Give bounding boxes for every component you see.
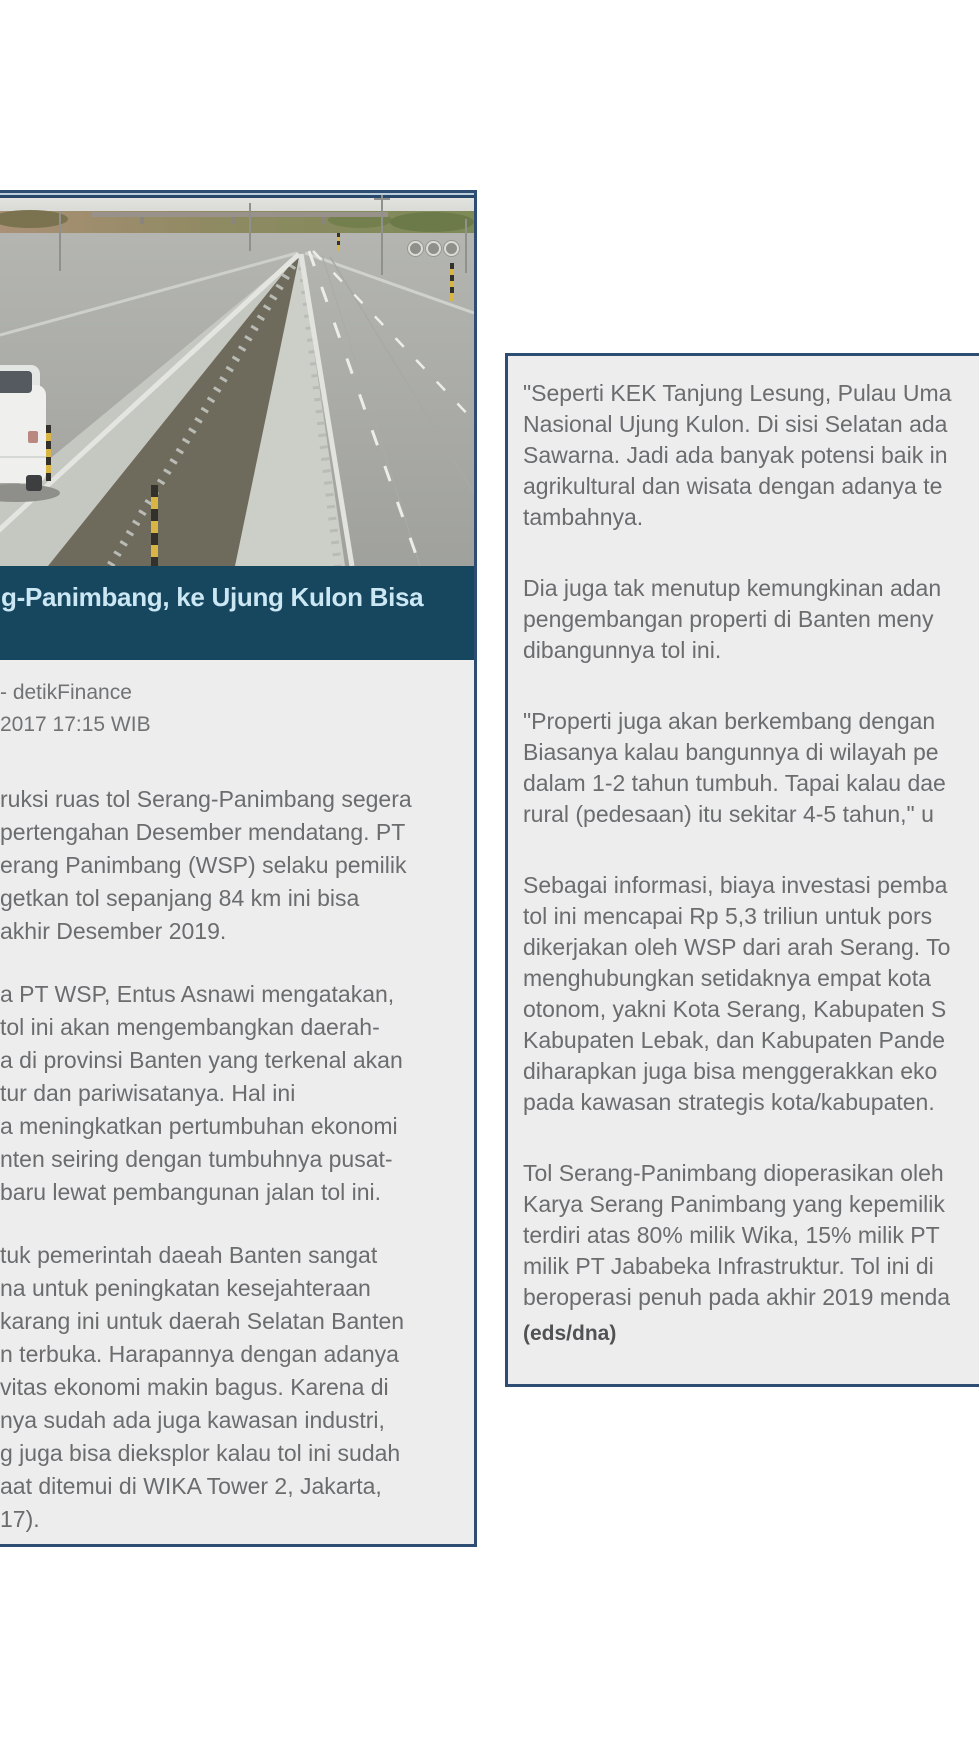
text-line: dibangunnya tol ini. — [523, 637, 722, 663]
article-source: - detikFinance — [0, 681, 132, 704]
text-line: baru lewat pembangunan jalan tol ini. — [0, 1179, 382, 1205]
article-meta — [0, 677, 474, 741]
carousel-dots — [408, 241, 459, 256]
text-line: Nasional Ujung Kulon. Di sisi Selatan ada — [523, 411, 948, 437]
text-line: tuk pemerintah daeah Banten sangat — [0, 1242, 378, 1268]
delineator-post — [450, 263, 454, 301]
text-line: na untuk peningkatan kesejahteraan — [0, 1275, 371, 1301]
article-body-left — [0, 660, 474, 1536]
text-line: aat ditemui di WIKA Tower 2, Jakarta, — [0, 1473, 382, 1499]
paragraph — [523, 870, 979, 1118]
text-line: Kabupaten Lebak, dan Kabupaten Pande — [523, 1027, 946, 1053]
text-line: tol ini mencapai Rp 5,3 triliun untuk pors — [523, 903, 933, 929]
text-line: akhir Desember 2019. — [0, 918, 227, 944]
text-line: menghubungkan setidaknya empat kota — [523, 965, 931, 991]
text-line: Sebagai informasi, biaya investasi pemba — [523, 872, 948, 898]
delineator-post — [337, 233, 340, 251]
text-line: Sawarna. Jadi ada banyak potensi baik in — [523, 442, 948, 468]
paragraph — [0, 1239, 474, 1536]
text-line: Tol Serang-Panimbang dioperasikan oleh — [523, 1160, 944, 1186]
text-line: nten seiring dengan tumbuhnya pusat- — [0, 1146, 393, 1172]
text-line: n terbuka. Harapannya dengan adanya — [0, 1341, 399, 1367]
text-line: a PT WSP, Entus Asnawi mengatakan, — [0, 981, 395, 1007]
text-line: "Seperti KEK Tanjung Lesung, Pulau Uma — [523, 380, 952, 406]
text-line: pertengahan Desember mendatang. PT — [0, 819, 406, 845]
delineator-post — [46, 425, 51, 481]
text-line: a meningkatkan pertumbuhan ekonomi — [0, 1113, 398, 1139]
editor-signature: (eds/dna) — [523, 1322, 617, 1345]
text-line: dalam 1-2 tahun tumbuh. Tapai kalau dae — [523, 770, 946, 796]
text-line: pengembangan properti di Banten meny — [523, 606, 934, 632]
article-headline: g-Panimbang, ke Ujung Kulon Bisa — [1, 582, 424, 612]
text-line: tur dan pariwisatanya. Hal ini — [0, 1080, 296, 1106]
text-line: g juga bisa dieksplor kalau tol ini sudah — [0, 1440, 401, 1466]
paragraph — [0, 783, 474, 948]
text-line: Dia juga tak menutup kemungkinan adan — [523, 575, 942, 601]
text-line: dikerjakan oleh WSP dari arah Serang. To — [523, 934, 951, 960]
carousel-dot-3[interactable] — [444, 241, 459, 256]
highway-photo-illustration — [0, 193, 474, 566]
article-body-right — [508, 356, 979, 1346]
text-line: pada kawasan strategis kota/kabupaten. — [523, 1089, 935, 1115]
delineator-post — [151, 485, 158, 566]
text-line: ruksi ruas tol Serang-Panimbang segera — [0, 786, 412, 812]
text-line: Karya Serang Panimbang yang kepemilik — [523, 1191, 945, 1217]
text-line: diharapkan juga bisa menggerakkan eko — [523, 1058, 938, 1084]
text-line: "Properti juga akan berkembang dengan — [523, 708, 936, 734]
text-line: a di provinsi Banten yang terkenal akan — [0, 1047, 403, 1073]
text-line: vitas ekonomi makin bagus. Karena di — [0, 1374, 389, 1400]
text-line: getkan tol sepanjang 84 km ini bisa — [0, 885, 360, 911]
text-line: otonom, yakni Kota Serang, Kabupaten S — [523, 996, 947, 1022]
text-line: milik PT Jababeka Infrastruktur. Tol ini di — [523, 1253, 934, 1279]
paragraph — [0, 978, 474, 1209]
text-line: agrikultural dan wisata dengan adanya te — [523, 473, 943, 499]
carousel-dot-2[interactable] — [426, 241, 441, 256]
text-line: terdiri atas 80% milik Wika, 15% milik PT — [523, 1222, 940, 1248]
paragraph — [523, 1158, 979, 1313]
text-line: tol ini akan mengembangkan daerah- — [0, 1014, 380, 1040]
text-line: erang Panimbang (WSP) selaku pemilik — [0, 852, 407, 878]
text-line: 17). — [0, 1506, 40, 1532]
article-photo — [0, 193, 474, 566]
carousel-dot-1[interactable] — [408, 241, 423, 256]
text-line: karang ini untuk daerah Selatan Banten — [0, 1308, 405, 1334]
text-line: Biasanya kalau bangunnya di wilayah pe — [523, 739, 939, 765]
text-line: nya sudah ada juga kawasan industri, — [0, 1407, 385, 1433]
paragraph — [523, 573, 979, 666]
text-line: rural (pedesaan) itu sekitar 4-5 tahun," u — [523, 801, 934, 827]
paragraph — [523, 378, 979, 533]
text-line: beroperasi penuh pada akhir 2019 menda — [523, 1284, 951, 1310]
paragraph — [523, 706, 979, 830]
headline-band — [0, 566, 474, 660]
article-panel-right — [505, 353, 979, 1387]
article-timestamp: 2017 17:15 WIB — [0, 713, 151, 736]
article-panel-left — [0, 190, 477, 1547]
text-line: tambahnya. — [523, 504, 644, 530]
